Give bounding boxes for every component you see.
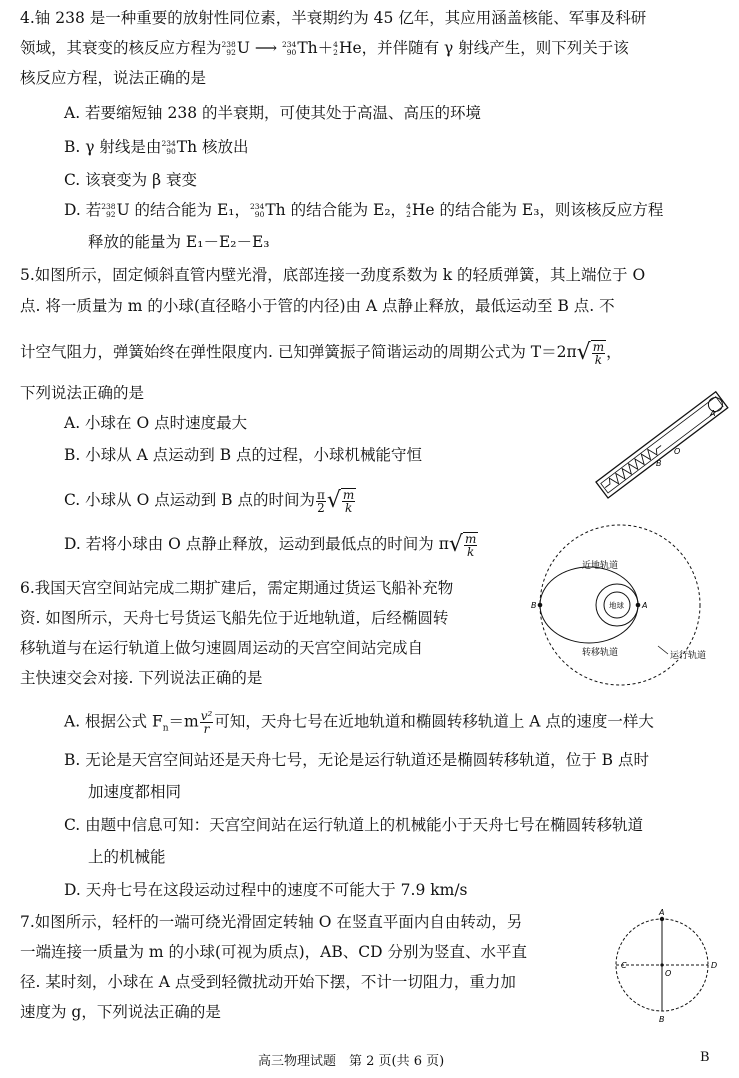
- q5-option-a: A. 小球在 O 点时速度最大: [64, 414, 248, 432]
- inclined-tube-figure: [592, 390, 722, 500]
- ball: [660, 917, 664, 921]
- q4-line2: 领域，其衰变的核反应方程为 238 92 U ⟶ 234 90 Th＋ 4 2 He，并伴随有 γ 射线产生，则下列关于该: [20, 39, 629, 57]
- q6-option-c: C. 由题中信息可知：天宫空间站在运行轨道上的机械能小于天舟七号在椭圆转移轨道: [64, 816, 644, 834]
- label-o: O: [674, 447, 681, 456]
- running-orbit-pointer: [658, 646, 668, 654]
- circle-figure: [622, 905, 722, 1025]
- label-b: B: [656, 459, 662, 468]
- tube-inner: [601, 397, 723, 493]
- label-a: A: [659, 908, 665, 917]
- q7-line3: 径. 某时刻，小球在 A 点受到轻微扰动开始下摆，不计一切阻力，重力加: [20, 973, 516, 991]
- q5-line3: 计空气阻力，弹簧始终在弹性限度内. 已知弹簧振子简谐运动的周期公式为 T＝2π √ $\frac{m}{k}$ ，: [20, 340, 622, 367]
- q7-line2: 一端连接一质量为 m 的小球(可视为质点)，AB、CD 分别为竖直、水平直: [20, 943, 527, 961]
- q4-option-c: C. 该衰变为 β 衰变: [64, 171, 197, 189]
- label-transfer-orbit: 转移轨道: [582, 648, 619, 658]
- point-b: [538, 603, 543, 608]
- label-b: B: [659, 1015, 665, 1024]
- q6-line4: 主快速交会对接. 下列说法正确的是: [20, 669, 263, 687]
- label-earth: 地球: [609, 601, 624, 610]
- q5-line1: 5.如图所示，固定倾斜直管内壁光滑，底部连接一劲度系数为 k 的轻质弹簧，其上端位于 O: [20, 266, 646, 284]
- q6-option-b: B. 无论是天宫空间站还是天舟七号，无论是运行轨道还是椭圆转移轨道，位于 B 点时: [64, 751, 649, 769]
- q4-line1: 4.铀 238 是一种重要的放射性同位素，半衰期约为 45 亿年，其应用涵盖核能、军事及科研: [20, 9, 647, 27]
- label-o: O: [665, 969, 672, 978]
- q7-line4: 速度为 g，下列说法正确的是: [20, 1003, 221, 1021]
- q4-option-b: B. γ 射线是由 234 90 Th 核放出: [64, 138, 249, 156]
- page-footer: 高三物理试题 第 2 页(共 6 页): [258, 1054, 445, 1069]
- orbit-figure: [520, 540, 725, 680]
- label-d: D: [711, 961, 718, 970]
- spring: [602, 441, 664, 491]
- label-a: A: [710, 409, 716, 418]
- q5-line2: 点. 将一质量为 m 的小球(直径略小于管的内径)由 A 点静止释放，最低运动至 B 点. 不: [20, 297, 615, 315]
- q5-line4: 下列说法正确的是: [20, 384, 145, 402]
- q4-option-d: D. 若 238 92 U 的结合能为 E₁， 234 90 Th 的结合能为 E₂， 4 2 He 的结合能为 E₃，则该核反应方程: [64, 201, 664, 219]
- q6-option-c-cont: 上的机械能: [88, 848, 166, 866]
- q4-option-d-cont: 释放的能量为 E₁－E₂－E₃: [88, 233, 270, 251]
- q6-option-d: D. 天舟七号在这段运动过程中的速度不可能大于 7.9 km/s: [64, 881, 468, 899]
- q5-option-c: C. 小球从 O 点运动到 B 点的时间为 $\frac{\pi}{2}$ √ $\frac{m}{k}$: [64, 487, 355, 515]
- point-a: [636, 603, 641, 608]
- q7-line1: 7.如图所示，轻杆的一端可绕光滑固定转轴 O 在竖直平面内自由转动，另: [20, 913, 523, 931]
- q6-line3: 移轨道与在运行轨道上做匀速圆周运动的天宫空间站完成自: [20, 639, 424, 657]
- label-a: A: [642, 601, 648, 610]
- q6-option-a: A. 根据公式 $F_n=m$ $\frac{\text{v²}}{r}$ 可知，天舟七号在近地轨道和椭圆转移轨道上 A 点的速度一样大: [64, 709, 654, 736]
- q6-line2: 资. 如图所示，天舟七号货运飞船先位于近地轨道，后经椭圆转: [20, 609, 449, 627]
- label-running-orbit: 运行轨道: [670, 651, 707, 661]
- q6-option-b-cont: 加速度都相同: [88, 783, 182, 801]
- q4-line3: 核反应方程，说法正确的是: [20, 69, 207, 87]
- paper-version: B: [700, 1050, 710, 1065]
- q5-option-d: D. 若将小球由 O 点静止释放，运动到最低点的时间为 π √ $\frac{m}{k}$: [64, 532, 477, 559]
- label-c: C: [621, 961, 627, 970]
- q5-option-b: B. 小球从 A 点运动到 B 点的过程，小球机械能守恒: [64, 446, 423, 464]
- q6-line1: 6.我国天宫空间站完成二期扩建后，需定期通过货运飞船补充物: [20, 579, 454, 597]
- q4-option-a: A. 若要缩短铀 238 的半衰期，可使其处于高温、高压的环境: [64, 104, 481, 122]
- label-b: B: [531, 601, 537, 610]
- pivot: [660, 963, 663, 966]
- label-near-orbit: 近地轨道: [582, 561, 619, 571]
